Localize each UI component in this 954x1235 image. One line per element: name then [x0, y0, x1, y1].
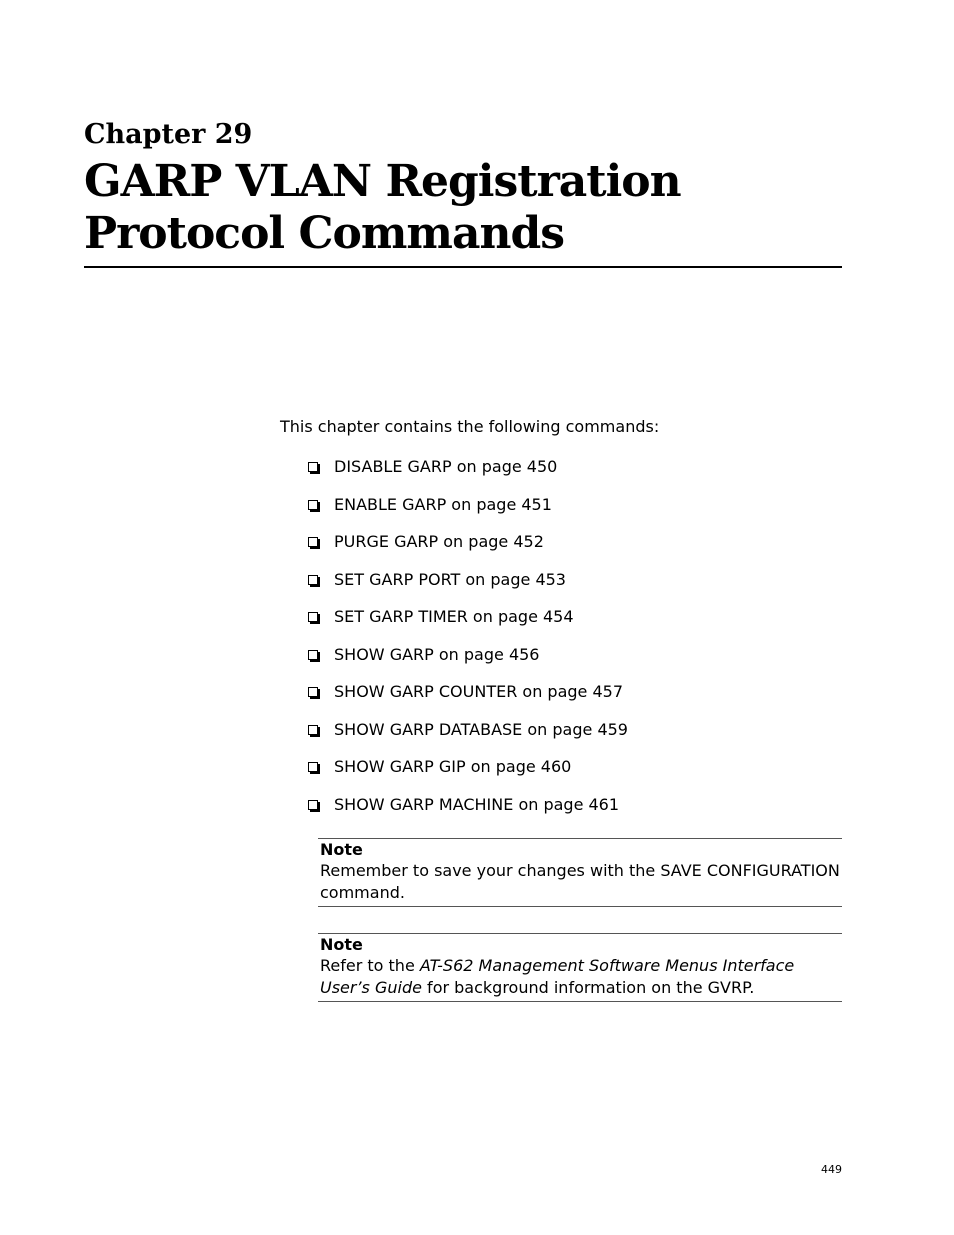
checkbox-bullet-icon — [308, 462, 318, 472]
command-link[interactable]: SHOW GARP COUNTER on page 457 — [334, 682, 624, 701]
guide-title: AT-S62 Management Software Menus Interface User’s Guide — [320, 956, 795, 997]
checkbox-bullet-icon — [308, 762, 318, 772]
list-item[interactable] — [308, 681, 628, 719]
chapter-title: GARP VLAN Registration Protocol Commands — [84, 156, 681, 259]
command-link[interactable]: PURGE GARP on page 452 — [334, 532, 544, 551]
list-item[interactable] — [308, 569, 628, 607]
list-item[interactable] — [308, 719, 628, 757]
command-link[interactable]: ENABLE GARP on page 451 — [334, 494, 552, 514]
title-divider — [84, 266, 842, 268]
command-list — [308, 456, 628, 831]
command-link[interactable]: SHOW GARP on page 456 — [334, 644, 540, 664]
command-link[interactable]: SET GARP PORT on page 453 — [334, 569, 566, 589]
list-item[interactable] — [308, 531, 628, 569]
note-body-prefix: Refer to the — [320, 956, 420, 975]
list-item[interactable] — [308, 494, 628, 532]
list-item[interactable] — [308, 794, 628, 832]
page-number: 449 — [821, 1163, 842, 1176]
note-body — [320, 955, 842, 999]
command-link[interactable]: SHOW GARP MACHINE on page 461 — [334, 794, 620, 814]
checkbox-bullet-icon — [308, 800, 318, 810]
checkbox-bullet-icon — [308, 500, 318, 510]
checkbox-bullet-icon — [308, 537, 318, 547]
list-item[interactable] — [308, 644, 628, 682]
note-box-save — [318, 838, 842, 907]
chapter-label: Chapter 29 — [84, 119, 253, 150]
list-item[interactable] — [308, 756, 628, 794]
note-heading: Note — [320, 935, 363, 954]
command-link[interactable]: SET GARP TIMER on page 454 — [334, 607, 574, 626]
command-link[interactable]: SHOW GARP GIP on page 460 — [334, 757, 572, 776]
note-body-suffix: for background information on the GVRP. — [421, 978, 755, 997]
checkbox-bullet-icon — [308, 612, 318, 622]
checkbox-bullet-icon — [308, 650, 318, 660]
checkbox-bullet-icon — [308, 687, 318, 697]
list-item[interactable] — [308, 606, 628, 644]
checkbox-bullet-icon — [308, 725, 318, 735]
checkbox-bullet-icon — [308, 575, 318, 585]
command-link[interactable]: SHOW GARP DATABASE on page 459 — [334, 719, 628, 739]
note-box-reference — [318, 933, 842, 1002]
note-heading: Note — [320, 840, 363, 859]
intro-text: This chapter contains the following commands: — [280, 417, 660, 436]
note-body: Remember to save your changes with the SAVE CONFIGURATION command. — [320, 861, 840, 902]
list-item[interactable] — [308, 456, 628, 494]
command-link[interactable]: DISABLE GARP on page 450 — [334, 457, 558, 476]
